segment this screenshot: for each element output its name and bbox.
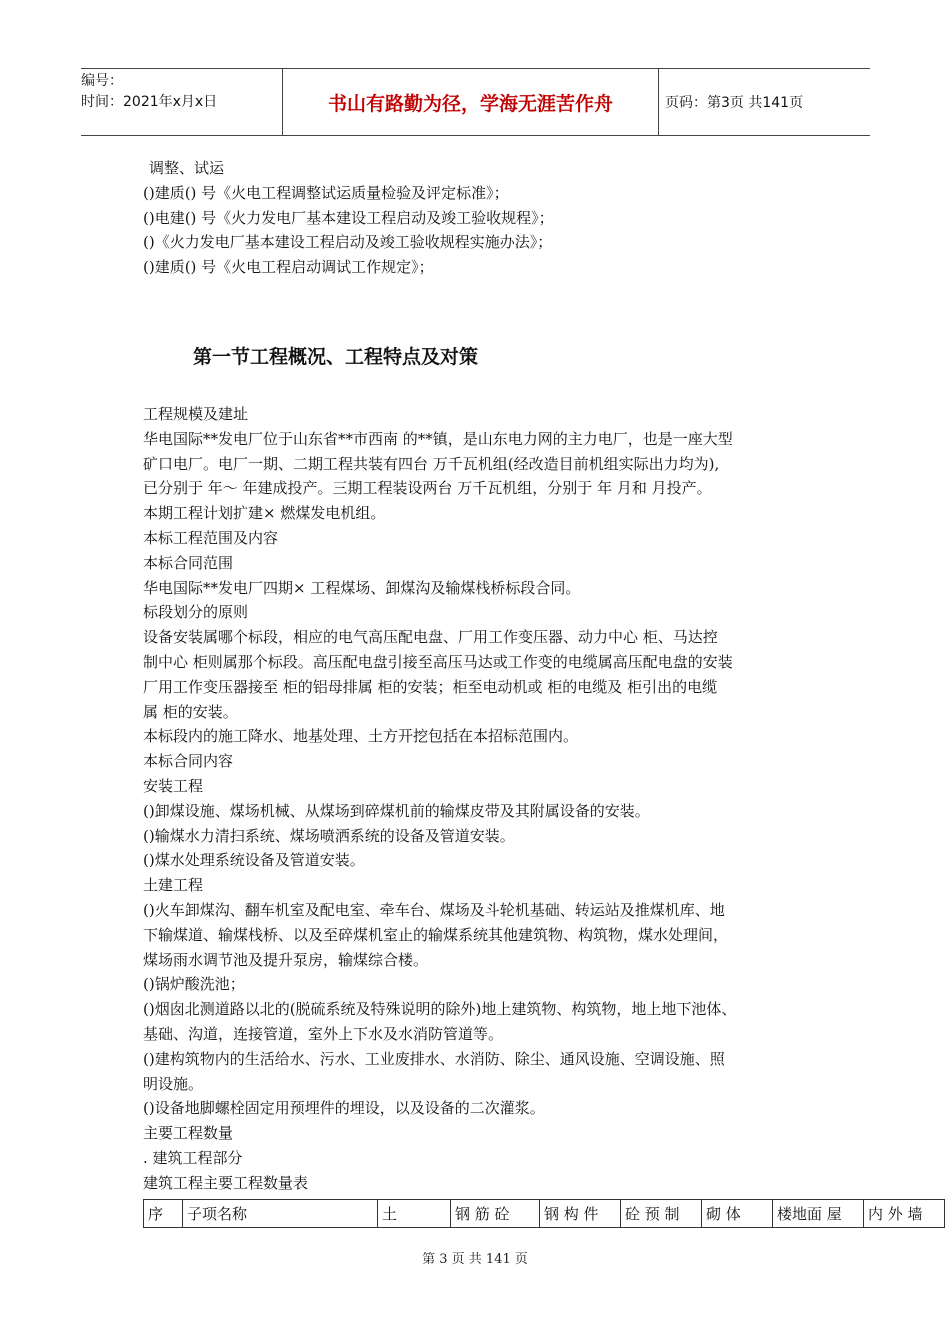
page-footer: 第 3 页 共 141 页 bbox=[422, 1252, 528, 1267]
body-line: ()火车卸煤沟、翻车机室及配电室、牵车台、煤场及斗轮机基础、转运站及推煤机库、地 bbox=[143, 900, 725, 919]
header-meta bbox=[81, 69, 282, 135]
body-line: 建筑工程主要工程数量表 bbox=[143, 1173, 309, 1192]
table-header-cell: 钢 筋 砼 bbox=[451, 1200, 540, 1228]
motto: 书山有路勤为径，学海无涯苦作舟 bbox=[282, 69, 659, 135]
body-line: ()建构筑物内的生活给水、污水、工业废排水、水消防、除尘、通风设施、空调设施、照 bbox=[143, 1049, 725, 1068]
body-line: 本标合同范围 bbox=[143, 553, 234, 572]
body-line: 标段划分的原则 bbox=[143, 603, 249, 622]
body-line: 本标合同内容 bbox=[143, 752, 234, 771]
body-line: 本标工程范围及内容 bbox=[143, 528, 279, 547]
body-line: 土建工程 bbox=[143, 876, 204, 895]
quantity-table bbox=[143, 1199, 945, 1228]
intro-line: 调整、试运 bbox=[149, 159, 225, 177]
intro-line: ()《火力发电厂基本建设工程启动及竣工验收规程实施办法》； bbox=[143, 233, 553, 252]
body-line: 制中心 柜则属那个标段。高压配电盘引接至高压马达或工作变的电缆属高压配电盘的安装 bbox=[143, 652, 733, 671]
body-line: 设备安装属哪个标段，相应的电气高压配电盘、厂用工作变压器、动力中心 柜、马达控 bbox=[143, 628, 718, 647]
body-line: . 建筑工程部分 bbox=[143, 1148, 243, 1167]
body-line: ()锅炉酸洗池； bbox=[143, 975, 245, 994]
table-header-cell: 钢 构 件 bbox=[540, 1200, 621, 1228]
body-line: 本期工程计划扩建× 燃煤发电机组。 bbox=[143, 504, 386, 523]
body-line: ()烟囱北测道路以北的(脱硫系统及特殊说明的除外)地上建筑物、构筑物，地上地下池体、 bbox=[143, 1000, 737, 1019]
body-line: 已分别于 年～ 年建成投产。三期工程装设两台 万千瓦机组，分别于 年 月和 月投产。 bbox=[143, 479, 712, 498]
page-header bbox=[81, 68, 870, 136]
body-line: 本标段内的施工降水、地基处理、土方开挖包括在本招标范围内。 bbox=[143, 727, 579, 746]
body-line: 主要工程数量 bbox=[143, 1124, 234, 1143]
body-line: 工程规模及建址 bbox=[143, 405, 249, 423]
body-line: 厂用工作变压器接至 柜的铝母排属 柜的安装；柜至电动机或 柜的电缆及 柜引出的电缆 bbox=[143, 677, 718, 696]
intro-line: ()建质() 号《火电工程调整试运质量检验及评定标准》； bbox=[143, 183, 509, 202]
table-header-cell: 砌 体 bbox=[702, 1200, 773, 1228]
body-text bbox=[143, 402, 813, 1196]
body-line: 明设施。 bbox=[143, 1074, 204, 1093]
body-line: 基础、沟道，连接管道，室外上下水及水消防管道等。 bbox=[143, 1024, 504, 1043]
intro-list bbox=[143, 156, 813, 280]
body-line: 矿口电厂。电厂一期、二期工程共装有四台 万千瓦机组(经改造目前机组实际出力均为), bbox=[143, 454, 720, 473]
section-title: 第一节工程概况、工程特点及对策 bbox=[193, 346, 479, 368]
table-header-cell: 砼 预 制 bbox=[621, 1200, 702, 1228]
table-header-cell: 土 bbox=[378, 1200, 451, 1228]
intro-line: ()建质() 号《火电工程启动调试工作规定》； bbox=[143, 258, 434, 277]
body-line: 下输煤道、输煤栈桥、以及至碎煤机室止的输煤系统其他建筑物、构筑物，煤水处理间， bbox=[143, 925, 729, 944]
body-line: ()煤水处理系统设备及管道安装。 bbox=[143, 851, 365, 870]
table-header-cell: 序 bbox=[144, 1200, 183, 1228]
table-header-cell: 子项名称 bbox=[183, 1200, 378, 1228]
time-label: 时间：2021年x月x日 bbox=[81, 94, 218, 110]
intro-line: ()电建() 号《火力发电厂基本建设工程启动及竣工验收规程》； bbox=[143, 208, 554, 227]
number-label: 编号： bbox=[81, 73, 123, 89]
table-header-cell: 楼地面 屋 bbox=[773, 1200, 864, 1228]
body-line: ()设备地脚螺栓固定用预埋件的埋设，以及设备的二次灌浆。 bbox=[143, 1099, 545, 1118]
page-code: 页码：第3页 共141页 bbox=[665, 95, 804, 111]
table-header-cell: 内 外 墙 bbox=[864, 1200, 945, 1228]
body-line: 华电国际**发电厂四期× 工程煤场、卸煤沟及输煤栈桥标段合同。 bbox=[143, 578, 581, 597]
table-header-row bbox=[144, 1200, 945, 1228]
body-line: 安装工程 bbox=[143, 776, 204, 795]
body-line: 煤场雨水调节池及提升泵房，输煤综合楼。 bbox=[143, 950, 429, 969]
body-line: ()输煤水力清扫系统、煤场喷洒系统的设备及管道安装。 bbox=[143, 826, 515, 845]
body-line: ()卸煤设施、煤场机械、从煤场到碎煤机前的输煤皮带及其附属设备的安装。 bbox=[143, 801, 650, 820]
body-line: 华电国际**发电厂位于山东省**市西南 的**镇，是山东电力网的主力电厂，也是一座大型 bbox=[143, 429, 733, 448]
body-line: 属 柜的安装。 bbox=[143, 702, 238, 721]
